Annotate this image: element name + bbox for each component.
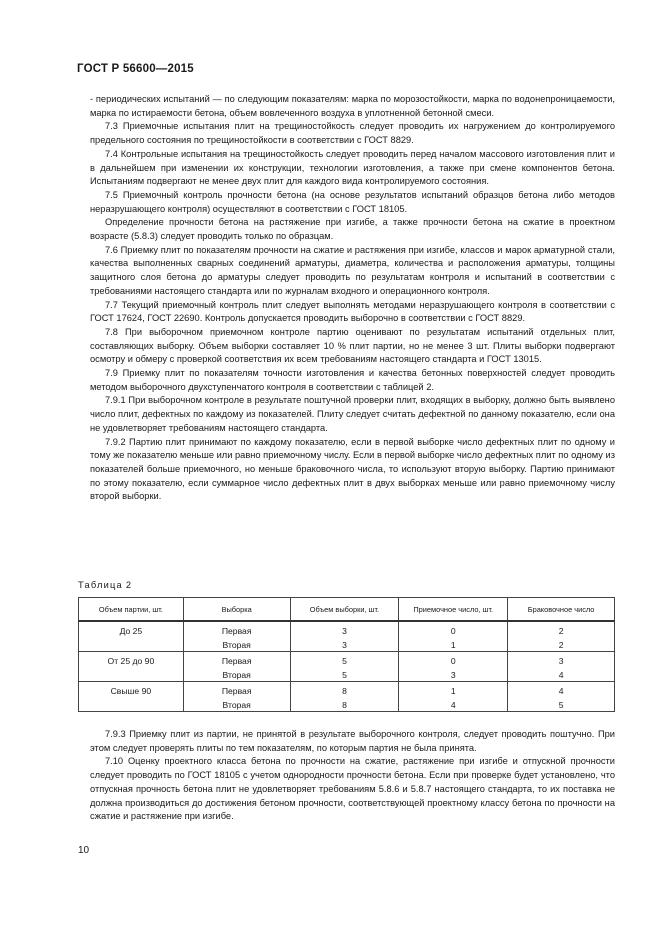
acceptance-cell: 1 <box>399 638 508 652</box>
lot-size-cell <box>79 698 184 712</box>
paragraph: 7.4 Контрольные испытания на трещиностойкость следует проводить перед началом массового изготовления плит и в дальнейшем при изменении их конструкции, технологии изготовления, а также при смене компонентов бетона. Испытаниям подвергают не менее двух плит для каждого вида контролируемого состояния. <box>90 148 615 187</box>
rejection-cell: 2 <box>508 638 615 652</box>
sample-cell: Вторая <box>183 668 290 682</box>
paragraph: 7.10 Оценку проектного класса бетона по прочности на сжатие, растяжение при изгибе и отпускной прочности следует проводить по ГОСТ 18105 с учетом однородности прочности бетона. Если при проверке будет установлено, что отпускная прочность бетона плит не удовлетворяет требованиям 5.8.6 и 5.8.7 настоящего стандарта, то их поставка не должна производиться до достижения бетоном прочности, соответствующей проектному классу бетона по прочности на сжатие и растяжение при изгибе. <box>90 756 615 822</box>
table-row <box>79 652 615 668</box>
paragraph: - периодических испытаний — по следующим показателям: марка по морозостойкости, марка по водонепроницаемости, марка по истираемости бетона, объем вовлеченного воздуха в уплотненной бетонной смеси. <box>90 94 615 118</box>
table-caption-number: 2 <box>125 580 132 590</box>
table-caption-word: Таблица <box>78 580 123 590</box>
paragraph: 7.8 При выборочном приемочном контроле партию оценивают по результатам испытаний отдельных плит, составляющих выборку. Объем выборки составляет 10 % плит партии, но не менее 3 шт. Плиты выборки подвергают осмотру и обмеру с проверкой соответствия их всем требованиям настоящего стандарта и ГОСТ 13015. <box>90 326 615 365</box>
lot-size-cell: До 25 <box>79 621 184 638</box>
table-row <box>79 638 615 652</box>
paragraph: 7.6 Приемку плит по показателям прочности на сжатие и растяжения при изгибе, классов и марок арматурной стали, качества выполненных сварных соединений арматуры, диаметра, количества и расположения арматуры, толщины защитного слоя бетона до арматуры следует проводить по результатам контроля и испытаний в соответствии с требованиями настоящего стандарта или по журналам входного и операционного контроля. <box>90 244 615 296</box>
lot-size-cell <box>79 638 184 652</box>
paragraph: 7.9.1 При выборочном контроле в результате поштучной проверки плит, входящих в выборку, должно быть выявлено число плит, дефектных по каждому из показателей. Плиту следует считать дефектной по данному показателю, если она не удовлетворяет требованиям настоящего стандарта. <box>90 395 615 433</box>
acceptance-cell: 1 <box>399 682 508 698</box>
lot-size-cell: Свыше 90 <box>79 682 184 698</box>
paragraph: 7.7 Текущий приемочный контроль плит следует выполнять методами неразрушающего контроля в соответствии с ГОСТ 17624, ГОСТ 22690. Контроль допускается проводить выборочно в соответствии с ГОСТ 8829. <box>90 299 615 324</box>
table-row <box>79 682 615 698</box>
acceptance-cell: 3 <box>399 668 508 682</box>
sample-size-cell: 5 <box>290 652 399 668</box>
acceptance-cell: 4 <box>399 698 508 712</box>
acceptance-cell: 0 <box>399 621 508 638</box>
rejection-cell: 5 <box>508 698 615 712</box>
header-sample-size: Объем выборки, шт. <box>290 598 399 622</box>
paragraph: 7.9.3 Приемку плит из партии, не принятой в результате выборочного контроля, следует проводить поштучно. При этом следует проверять плиты по тем показателям, по которым партия не была принята. <box>90 729 615 753</box>
header-lot-size: Объем партии, шт. <box>79 598 184 622</box>
sample-cell: Первая <box>183 682 290 698</box>
sampling-table <box>78 597 615 712</box>
body-text-upper <box>90 93 615 504</box>
acceptance-cell: 0 <box>399 652 508 668</box>
table-row <box>79 621 615 638</box>
lot-size-cell <box>79 668 184 682</box>
rejection-cell: 3 <box>508 652 615 668</box>
table-caption <box>78 580 131 590</box>
sample-size-cell: 8 <box>290 682 399 698</box>
lot-size-cell: От 25 до 90 <box>79 652 184 668</box>
table-header-row <box>79 598 615 622</box>
header-acceptance-number: Приемочное число, шт. <box>399 598 508 622</box>
header-sample: Выборка <box>183 598 290 622</box>
document-header: ГОСТ Р 56600—2015 <box>77 63 194 75</box>
paragraph: 7.3 Приемочные испытания плит на трещиностойкость следует проводить их нагружением до контролируемого предельного состояния по трещиностойкости в соответствии с ГОСТ 8829. <box>90 121 615 146</box>
paragraph: 7.9.2 Партию плит принимают по каждому показателю, если в первой выборке число дефектных плит по одному и тому же показателю меньше или равно приемочному числу. Если в первой выборке число дефектных плит по одному из показателей больше приемочного, но меньше браковочного числа, то используют вторую выборку. Партию принимают по этому показателю, если суммарное число дефектных плит в двух выборках меньше или равно приемочному числу второй выборки. <box>90 436 615 502</box>
sample-size-cell: 3 <box>290 621 399 638</box>
sample-cell: Первая <box>183 652 290 668</box>
paragraph: 7.9 Приемку плит по показателям точности изготовления и качества бетонных поверхностей следует проводить методом выборочного двухступенчатого контроля в соответствии с таблицей 2. <box>90 368 615 392</box>
paragraph: Определение прочности бетона на растяжение при изгибе, а также прочности бетона на сжатие в проектном возрасте (5.8.3) следует проводить только по образцам. <box>90 217 615 242</box>
rejection-cell: 2 <box>508 621 615 638</box>
sample-size-cell: 5 <box>290 668 399 682</box>
table-row <box>79 668 615 682</box>
sample-cell: Первая <box>183 621 290 638</box>
table-row <box>79 698 615 712</box>
rejection-cell: 4 <box>508 668 615 682</box>
sample-size-cell: 3 <box>290 638 399 652</box>
sample-cell: Вторая <box>183 638 290 652</box>
sample-size-cell: 8 <box>290 698 399 712</box>
sample-cell: Вторая <box>183 698 290 712</box>
header-rejection-number: Браковочное число <box>508 598 615 622</box>
page-number: 10 <box>78 845 90 856</box>
rejection-cell: 4 <box>508 682 615 698</box>
body-text-lower <box>90 728 615 824</box>
paragraph: 7.5 Приемочный контроль прочности бетона (на основе результатов испытаний образцов бетона либо методов неразрушающего контроля) осуществляют в соответствии с ГОСТ 18105. <box>90 189 615 214</box>
